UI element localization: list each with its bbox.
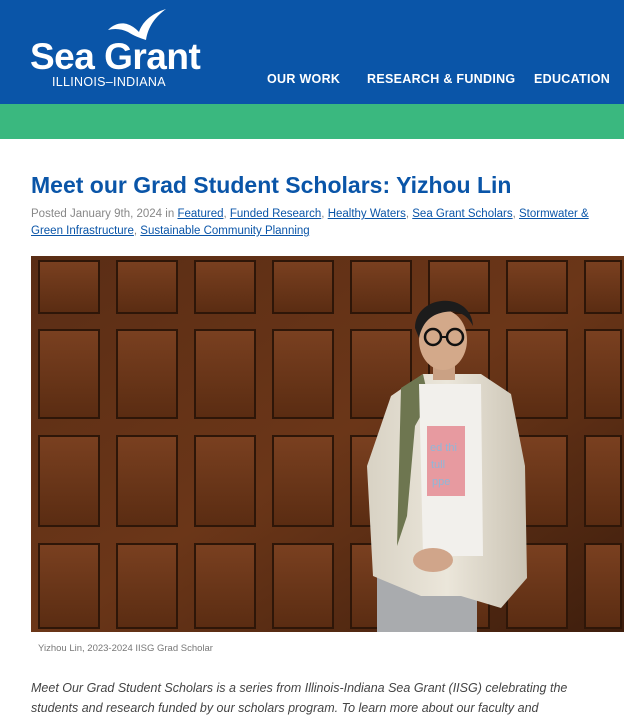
category-link-sea-grant-scholars[interactable]: Sea Grant Scholars xyxy=(412,208,513,220)
category-link-featured[interactable]: Featured xyxy=(177,208,224,220)
nav-item-our-work[interactable]: OUR WORK xyxy=(267,72,341,86)
brand-name: Sea Grant xyxy=(30,36,201,77)
svg-text:ed thi: ed thi xyxy=(430,442,457,454)
accent-band xyxy=(0,104,624,139)
svg-text:ppe: ppe xyxy=(432,476,451,488)
main-nav xyxy=(0,72,624,88)
post-date: January 9th, 2024 xyxy=(70,208,163,220)
nav-item-research-funding[interactable]: RESEARCH & FUNDING xyxy=(367,72,516,86)
category-link-healthy-waters[interactable]: Healthy Waters xyxy=(327,208,406,220)
category-link-sustainable-planning[interactable]: Sustainable Community Planning xyxy=(140,225,310,237)
image-caption: Yizhou Lin, 2023-2024 IISG Grad Scholar xyxy=(38,643,213,654)
posted-label: Posted xyxy=(31,208,67,220)
category-link-funded-research[interactable]: Funded Research xyxy=(229,208,322,220)
svg-text:tull: tull xyxy=(431,459,446,471)
post-title: Meet our Grad Student Scholars: Yizhou Lin xyxy=(31,172,512,198)
featured-photo xyxy=(31,256,624,632)
nav-item-education[interactable]: EDUCATION xyxy=(534,72,611,86)
in-label: in xyxy=(165,208,175,220)
site-header xyxy=(0,0,624,104)
post-meta: Posted January 9th, 2024 in Featured, Funded Research, Healthy Waters, Sea Grant Scholars, Stormwater & Green Infrastructure, Sustainable Community Planning xyxy=(31,208,589,237)
brand-subtitle: ILLINOIS–INDIANA xyxy=(52,75,166,89)
category-link-stormwater[interactable]: Stormwater & Green Infrastructure xyxy=(31,208,589,237)
intro-paragraph: Meet Our Grad Student Scholars is a series from Illinois-Indiana Sea Grant (IISG) celebrating the students and research funded by our scholars program. To learn more about our faculty and xyxy=(31,681,568,715)
